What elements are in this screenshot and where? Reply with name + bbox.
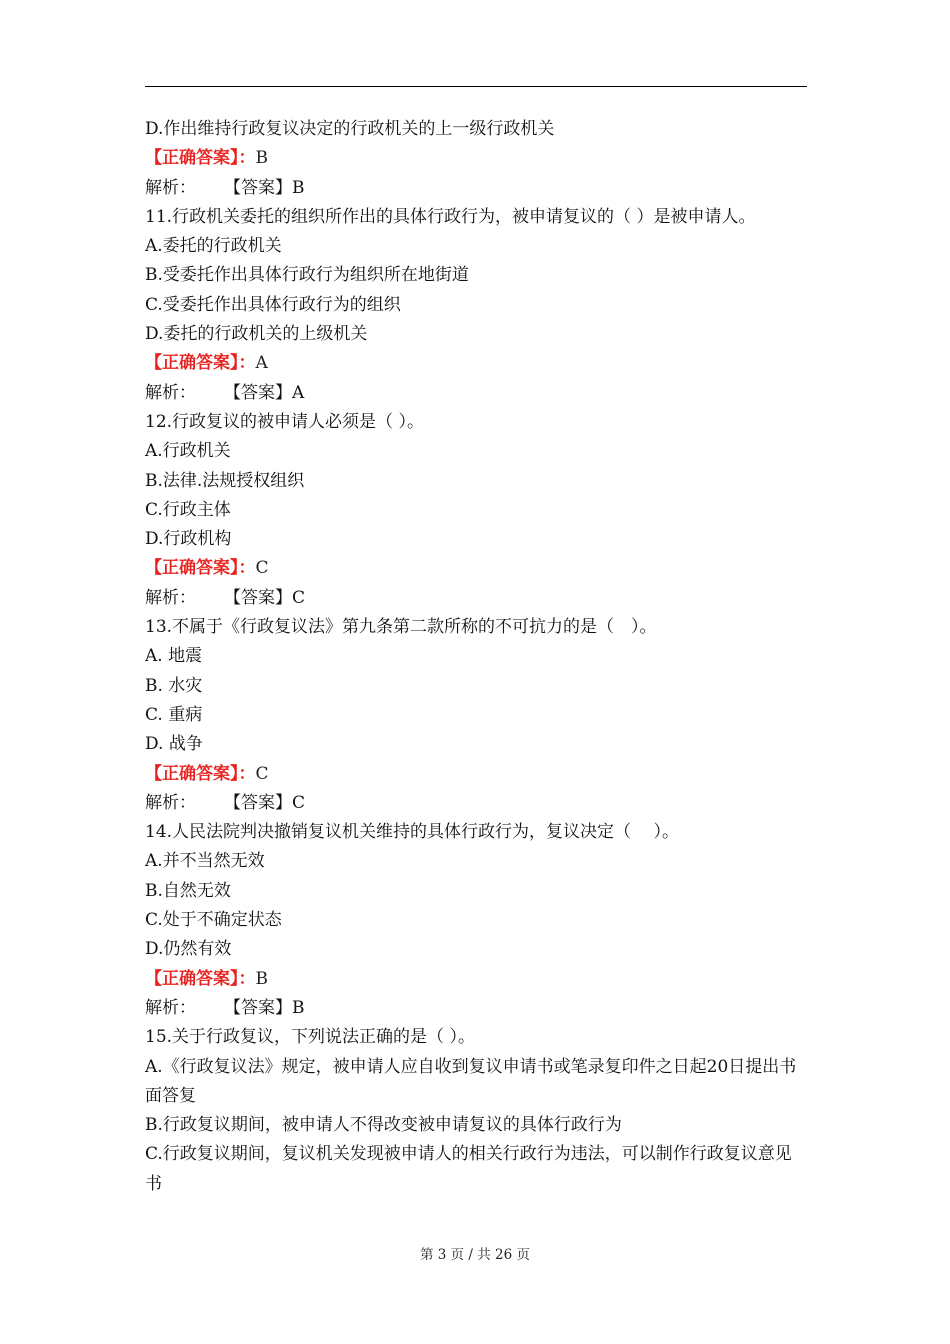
explanation-text: 【答案】C: [224, 792, 306, 813]
option-line: C. 重病: [145, 704, 203, 725]
correct-answer-value: A: [255, 353, 268, 374]
correct-answer-value: B: [255, 968, 268, 989]
explanation-line: [145, 789, 807, 818]
page-footer: 第 3 页 / 共 26 页: [419, 1247, 531, 1263]
option-line: B.自然无效: [145, 880, 231, 901]
question-stem: 14.人民法院判决撤销复议机关维持的具体行政行为，复议决定（ ）。: [145, 822, 679, 843]
explanation-text: 【答案】B: [224, 997, 305, 1018]
option-line: A.《行政复议法》规定，被申请人应自收到复议申请书或笔录复印件之日起20日提出书面答复: [145, 1056, 797, 1106]
explanation-line: [145, 174, 807, 203]
correct-answer-line: [145, 349, 807, 378]
question-stem: 12.行政复议的被申请人必须是（ ）。: [145, 411, 424, 432]
explanation-line: [145, 379, 807, 408]
explanation-label: 解析：: [145, 997, 196, 1018]
explanation-text: 【答案】B: [224, 177, 305, 198]
explanation-text: 【答案】C: [224, 587, 306, 608]
explanation-text: 【答案】A: [224, 382, 305, 403]
correct-answer-value: C: [255, 558, 269, 579]
question-stem: 13.不属于《行政复议法》第九条第二款所称的不可抗力的是（ ）。: [145, 617, 657, 638]
document-body: [145, 115, 807, 1199]
option-line: A.委托的行政机关: [145, 236, 282, 257]
correct-answer-label: 【正确答案】：: [145, 763, 256, 784]
option-line: D. 战争: [145, 734, 203, 755]
option-line: A. 地震: [145, 646, 203, 667]
option-line: A.行政机关: [145, 441, 231, 462]
option-line: D.作出维持行政复议决定的行政机关的上一级行政机关: [145, 119, 555, 139]
option-line: A.并不当然无效: [145, 851, 265, 872]
correct-answer-line: [145, 965, 807, 994]
option-line: B. 水灾: [145, 675, 203, 696]
option-line: B.行政复议期间，被申请人不得改变被申请复议的具体行政行为: [145, 1115, 622, 1136]
header-rule: [145, 86, 807, 87]
explanation-label: 解析：: [145, 792, 196, 813]
correct-answer-value: C: [255, 763, 269, 784]
explanation-label: 解析：: [145, 382, 196, 403]
correct-answer-value: B: [255, 148, 268, 169]
correct-answer-label: 【正确答案】：: [145, 148, 256, 169]
correct-answer-line: [145, 760, 807, 789]
correct-answer-label: 【正确答案】：: [145, 968, 256, 989]
question-stem: 15.关于行政复议，下列说法正确的是（ ）。: [145, 1027, 475, 1048]
option-line: C.处于不确定状态: [145, 910, 282, 931]
question-stem: 11.行政机关委托的组织所作出的具体行政行为，被申请复议的（ ）是被申请人。: [145, 206, 756, 227]
correct-answer-line: [145, 144, 807, 173]
option-line: D.仍然有效: [145, 939, 232, 960]
correct-answer-label: 【正确答案】：: [145, 558, 256, 579]
explanation-label: 解析：: [145, 587, 196, 608]
option-line: C.行政复议期间，复议机关发现被申请人的相关行政行为违法，可以制作行政复议意见书: [145, 1144, 792, 1194]
option-line: B.受委托作出具体行政行为组织所在地街道: [145, 265, 469, 286]
explanation-label: 解析：: [145, 177, 196, 198]
explanation-line: [145, 994, 807, 1023]
correct-answer-line: [145, 554, 807, 583]
option-line: D.行政机构: [145, 529, 232, 550]
option-line: C.行政主体: [145, 499, 231, 520]
option-line: D.委托的行政机关的上级机关: [145, 324, 368, 345]
option-line: C.受委托作出具体行政行为的组织: [145, 294, 401, 315]
option-line: B.法律.法规授权组织: [145, 470, 305, 491]
correct-answer-label: 【正确答案】：: [145, 353, 256, 374]
explanation-line: [145, 584, 807, 613]
